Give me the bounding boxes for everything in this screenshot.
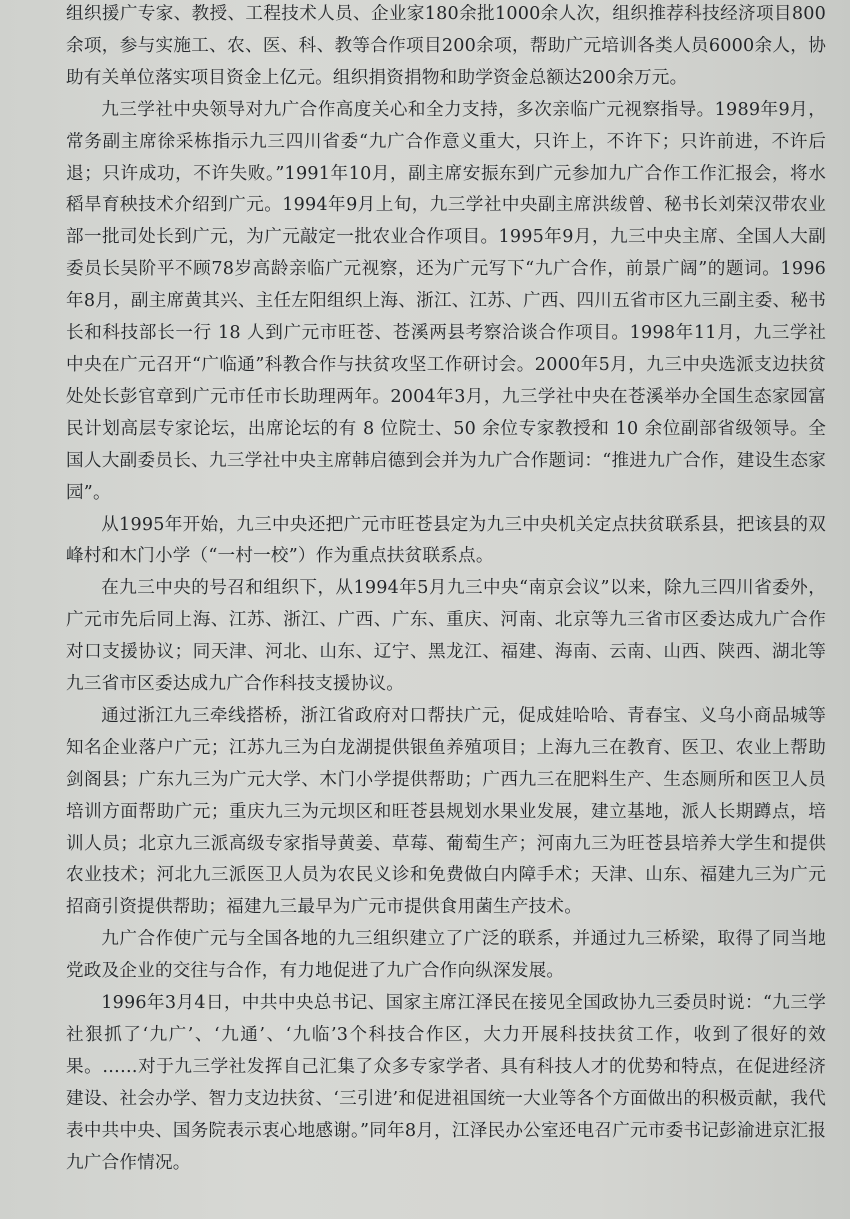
paragraph-1: 组织援广专家、教授、工程技术人员、企业家180余批1000余人次，组织推荐科技经济项目800余项，参与实施工、农、医、科、教等合作项目200余项，帮助广元培训各类人员6000余人，协助有关单位落实项目资金上亿元。组织捐资捐物和助学资金总额达200余万元。	[66, 4, 826, 88]
paragraph-5: 通过浙江九三牵线搭桥，浙江省政府对口帮扶广元，促成娃哈哈、青春宝、义乌小商品城等知名企业落户广元；江苏九三为白龙湖提供银鱼养殖项目；上海九三在教育、医卫、农业上帮助剑阁县；广东九三为广元大学、木门小学提供帮助；广西九三在肥料生产、生态厕所和医卫人员培训方面帮助广元；重庆九三为元坝区和旺苍县规划水果业发展，建立基地，派人长期蹲点，培训人员；北京九三派高级专家指导黄姜、草莓、葡萄生产；河南九三为旺苍县培养大学生和提供农业技术；河北九三派医卫人员为农民义诊和免费做白内障手术；天津、山东、福建九三为广元招商引资提供帮助；福建九三最早为广元市提供食用菌生产技术。	[66, 705, 826, 918]
paragraph-3: 从1995年开始，九三中央还把广元市旺苍县定为九三中央机关定点扶贫联系县，把该县的双峰村和木门小学（“一村一校”）作为重点扶贫联系点。	[66, 514, 826, 567]
paragraph-6: 九广合作使广元与全国各地的九三组织建立了广泛的联系，并通过九三桥梁，取得了同当地党政及企业的交往与合作，有力地促进了九广合作向纵深发展。	[66, 929, 826, 982]
paragraph-4: 在九三中央的号召和组织下，从1994年5月九三中央“南京会议”以来，除九三四川省委外，广元市先后同上海、江苏、浙江、广西、广东、重庆、河南、北京等九三省市区委达成九广合作对口支援协议；同天津、河北、山东、辽宁、黑龙江、福建、海南、云南、山西、陕西、湖北等九三省市区委达成九广合作科技支援协议。	[66, 578, 826, 695]
paragraph-2: 九三学社中央领导对九广合作高度关心和全力支持，多次亲临广元视察指导。1989年9月，常务副主席徐采栋指示九三四川省委“九广合作意义重大，只许上，不许下；只许前进，不许后退；只许成功，不许失败。”1991年10月，副主席安振东到广元参加九广合作工作汇报会，将水稻旱育秧技术介绍到广元。1994年9月上旬，九三学社中央副主席洪绂曾、秘书长刘荣汉带农业部一批司处长到广元，为广元敲定一批农业合作项目。1995年9月，九三中央主席、全国人大副委员长吴阶平不顾78岁高龄亲临广元视察，还为广元写下“九广合作，前景广阔”的题词。1996年8月，副主席黄其兴、主任左阳组织上海、浙江、江苏、广西、四川五省市区九三副主委、秘书长和科技部长一行 18 人到广元市旺苍、苍溪两县考察洽谈合作项目。1998年11月，九三学社中央在广元召开“广临通”科教合作与扶贫攻坚工作研讨会。2000年5月，九三中央选派支边扶贫处处长彭官章到广元市任市长助理两年。2004年3月，九三学社中央在苍溪举办全国生态家园富民计划高层专家论坛，出席论坛的有 8 位院士、50 余位专家教授和 10 余位副部省级领导。全国人大副委员长、九三学社中央主席韩启德到会并为九广合作题词：“推进九广合作，建设生态家园”。	[66, 99, 826, 503]
paragraph-7: 1996年3月4日，中共中央总书记、国家主席江泽民在接见全国政协九三委员时说：“九三学社狠抓了‘九广’、‘九通’、‘九临’3个科技合作区，大力开展科技扶贫工作，收到了很好的效果。……对于九三学社发挥自己汇集了众多专家学者、具有科技人才的优势和特点，在促进经济建设、社会办学、智力支边扶贫、‘三引进’和促进祖国统一大业等各个方面做出的积极贡献，我代表中共中央、国务院表示衷心地感谢。”同年8月，江泽民办公室还电召广元市委书记彭渝进京汇报九广合作情况。	[66, 993, 826, 1173]
body-text	[66, 0, 826, 1180]
